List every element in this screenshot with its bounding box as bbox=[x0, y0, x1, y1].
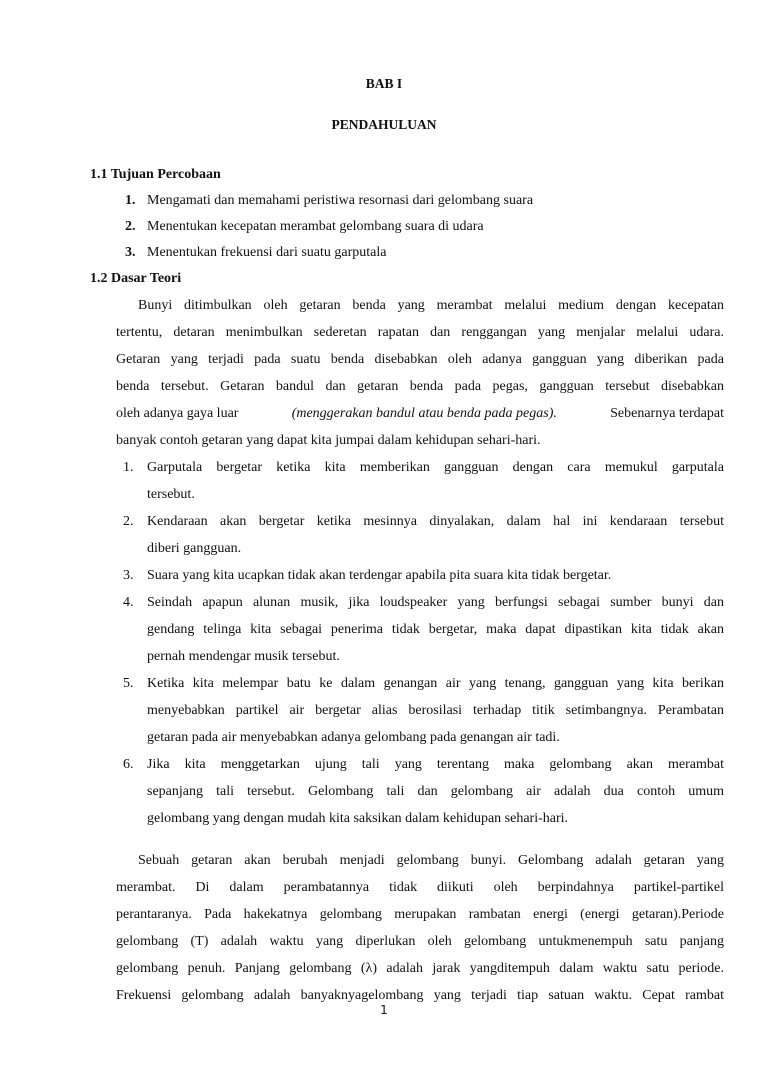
list-item-continuation: pernah mendengar musik tersebut. bbox=[147, 649, 340, 664]
chapter-label: BAB I bbox=[365, 76, 403, 91]
paragraph-line: oleh adanya gaya luar (menggerakan bandul atau benda pada pegas). Sebenarnya terdapat bbox=[116, 406, 724, 421]
paragraph-line: banyak contoh getaran yang dapat kita jumpai dalam kehidupan sehari-hari. bbox=[116, 433, 541, 448]
list-item-continuation: gendang telinga kita sebagai penerima tidak bergetar, maka dapat dipastikan kita tidak akan bbox=[147, 622, 724, 637]
paragraph-line: gelombang (T) adalah waktu yang diperlukan oleh gelombang untukmenempuh satu panjang bbox=[116, 934, 724, 949]
paragraph-line: merambat. Di dalam perambatannya tidak diikuti oleh berpindahnya partikel-partikel bbox=[116, 880, 724, 895]
list-item: 3. Menentukan frekuensi dari suatu garputala bbox=[125, 245, 387, 260]
list-item: 3. Suara yang kita ucapkan tidak akan terdengar apabila pita suara kita tidak bergetar. bbox=[123, 568, 612, 583]
section-heading-dasar-teori: 1.2 Dasar Teori bbox=[90, 271, 182, 286]
list-item: 6. Jika kita menggetarkan ujung tali yang terentang maka gelombang akan merambat bbox=[123, 757, 724, 772]
paragraph-line: Bunyi ditimbulkan oleh getaran benda yang merambat melalui medium dengan kecepatan bbox=[138, 298, 724, 313]
list-item-continuation: getaran pada air menyebabkan adanya gelombang pada genangan air tadi. bbox=[147, 730, 560, 745]
list-item-continuation: diberi gangguan. bbox=[147, 541, 242, 556]
list-item: 1. Garputala bergetar ketika kita memberikan gangguan dengan cara memukul garputala bbox=[123, 460, 724, 475]
list-item: 2. Kendaraan akan bergetar ketika mesinnya dinyalakan, dalam hal ini kendaraan tersebut bbox=[123, 514, 724, 529]
page-number: 1 bbox=[380, 1003, 388, 1017]
paragraph-line: tertentu, detaran menimbulkan sederetan rapatan dan renggangan yang menjalar melalui udara. bbox=[116, 325, 724, 340]
list-item-continuation: tersebut. bbox=[147, 487, 195, 502]
paragraph-line: perantaranya. Pada hakekatnya gelombang merupakan rambatan energi (energi getaran).Periode bbox=[116, 907, 724, 922]
list-item: 4. Seindah apapun alunan musik, jika loudspeaker yang berfungsi sebagai sumber bunyi dan bbox=[123, 595, 724, 610]
chapter-title: PENDAHULUAN bbox=[331, 117, 437, 132]
paragraph-line: Frekuensi gelombang adalah banyaknyagelombang yang terjadi tiap satuan waktu. Cepat rambat bbox=[116, 988, 724, 1003]
list-item: 5. Ketika kita melempar batu ke dalam genangan air yang tenang, gangguan yang kita berikan bbox=[123, 676, 724, 691]
list-item: 2. Menentukan kecepatan merambat gelombang suara di udara bbox=[125, 219, 484, 234]
paragraph-line: gelombang penuh. Panjang gelombang (λ) adalah jarak yangditempuh dalam waktu satu periode. bbox=[116, 961, 724, 976]
list-item-continuation: gelombang yang dengan mudah kita saksikan dalam kehidupan sehari-hari. bbox=[147, 811, 569, 826]
list-item-continuation: menyebabkan partikel air bergetar alias berosilasi terhadap titik setimbangnya. Perambatan bbox=[147, 703, 724, 718]
list-item-continuation: sepanjang tali tersebut. Gelombang tali dan gelombang air adalah dua contoh umum bbox=[147, 784, 724, 799]
section-heading-tujuan: 1.1 Tujuan Percobaan bbox=[90, 167, 221, 182]
paragraph-line: Sebuah getaran akan berubah menjadi gelombang bunyi. Gelombang adalah getaran yang bbox=[138, 853, 724, 868]
paragraph-line: Getaran yang terjadi pada suatu benda disebabkan oleh adanya gangguan yang diberikan pada bbox=[116, 352, 724, 367]
paragraph-line: benda tersebut. Getaran bandul dan getaran benda pada pegas, gangguan tersebut disebabkan bbox=[116, 379, 724, 394]
list-item: 1. Mengamati dan memahami peristiwa resornasi dari gelombang suara bbox=[125, 193, 534, 208]
